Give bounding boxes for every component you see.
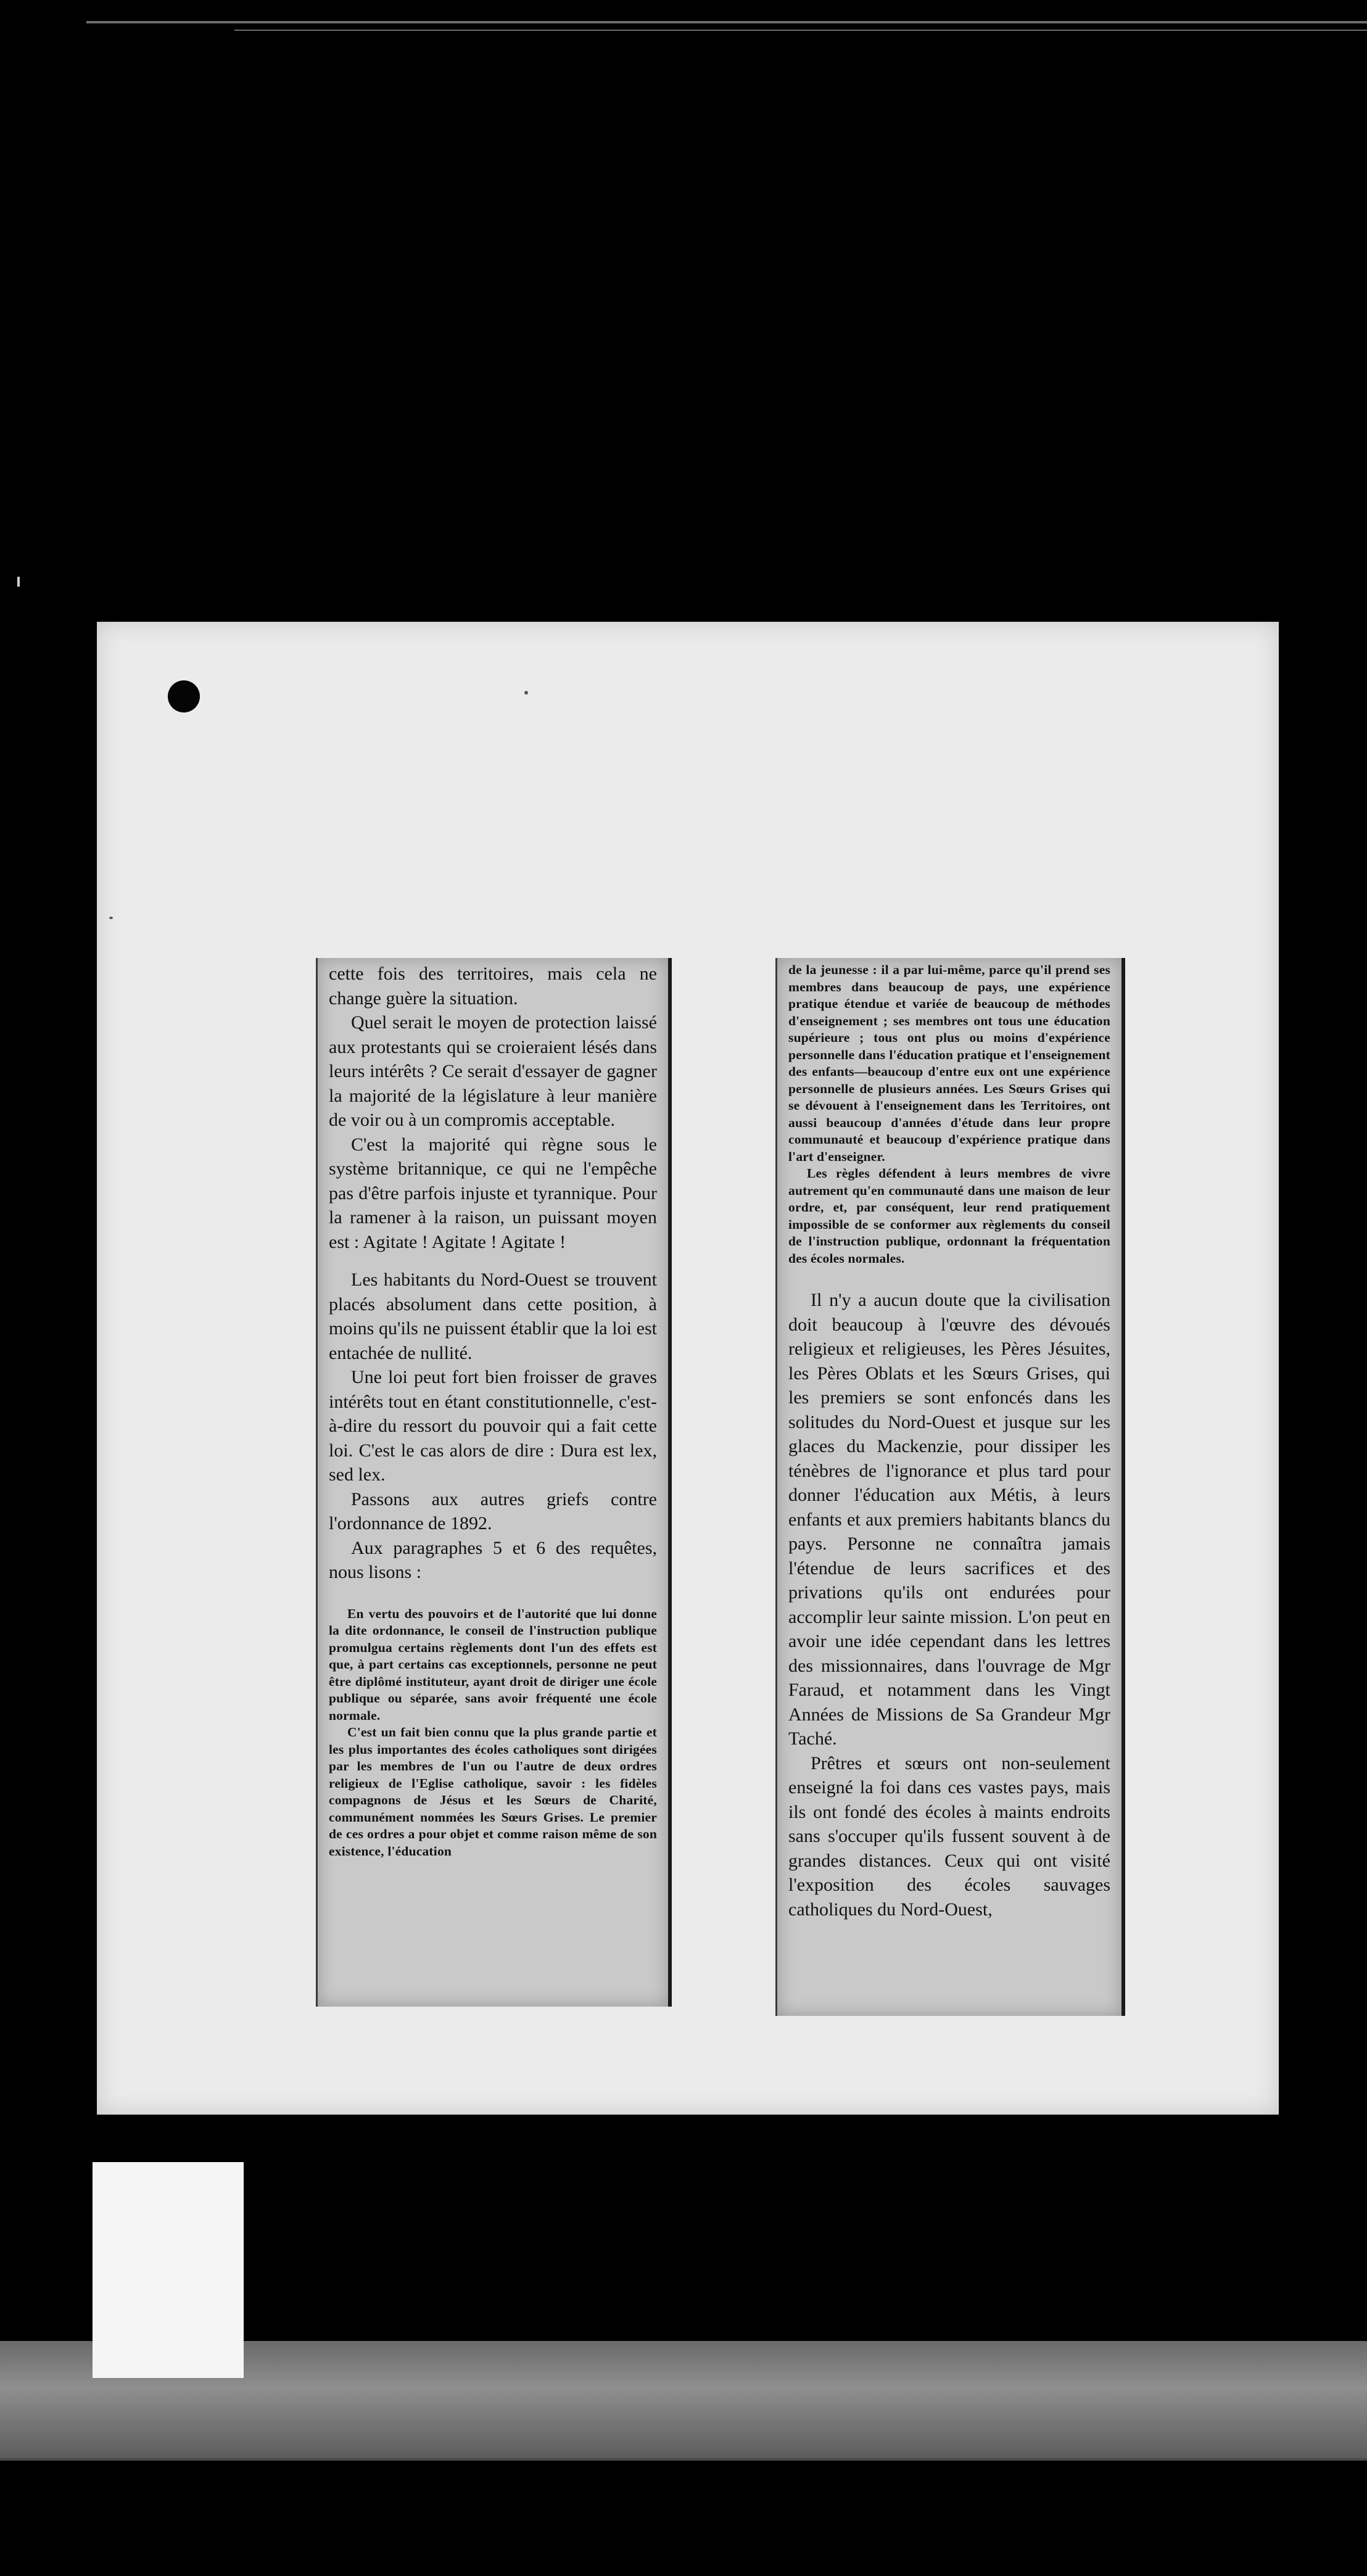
film-edge-line [234, 30, 1367, 31]
speck [524, 691, 528, 695]
quoted-paragraph: C'est un fait bien connu que la plus grande partie et les plus importantes des écoles catholiques sont dirigées par les membres de l'un ou l'autre de deux ordres religieux de l'Eglise catholique, savoir : les fidèles compagnons de Jésus et les Sœurs de Charité, communément nommées les Sœurs Grises. Le premier de ces ordres a pour objet et comme raison même de son existence, l'éducation [329, 1725, 657, 1859]
speck [109, 917, 113, 919]
paragraph: Prêtres et sœurs ont non-seulement enseigné la foi dans ces vastes pays, mais ils ont fondé des écoles à maints endroits sans s'occuper qu'ils fussent souvent à de grandes distances. Ceux qui ont visité l'exposition des écoles sauvages catholiques du Nord-Ouest, [788, 1752, 1110, 1920]
paragraph: C'est la majorité qui règne sous le système britannique, ce qui ne l'empêche pas d'être parfois injuste et tyrannique. Pour la ramener à la raison, un puissant moyen est : Agitate ! Agitate ! Agitate ! [329, 1134, 657, 1252]
quoted-paragraph: de la jeunesse : il a par lui-même, parce qu'il prend ses membres dans beaucoup de pays, une expérience pratique étendue et variée de beaucoup de méthodes d'enseignement ; ses membres ont tous une éducation supérieure ; tous ont plus ou moins d'expérience personnelle dans l'éducation pratique et l'enseignement des enfants—beaucoup d'entre eux ont une expérience personnelle de plusieurs années. Les Sœurs Grises qui se dévouent à l'enseignement dans les Territoires, ont aussi beaucoup d'années d'étude dans leur propre communauté et beaucoup d'expérience pratique dans l'art d'enseigner. [788, 962, 1110, 1164]
paragraph: Une loi peut fort bien froisser de graves intérêts tout en étant constitutionnelle, c'est-à-dire du ressort du pouvoir qui a fait cette loi. C'est le cas alors de dire : Dura est lex, sed lex. [329, 1367, 657, 1485]
paragraph: Quel serait le moyen de protection laissé aux protestants qui se croieraient lésés dans leurs intérêts ? Ce serait d'essayer de gagner la majorité de la législature à leur manière de voir ou à un compromis acceptable. [329, 1012, 657, 1130]
right-column [788, 962, 1110, 2012]
paragraph: Aux paragraphes 5 et 6 des requêtes, nous lisons : [329, 1537, 657, 1582]
paragraph: Les habitants du Nord-Ouest se trouvent placés absolument dans cette position, à moins qu'ils ne puissent établir que la loi est entachée de nullité. [329, 1269, 657, 1363]
paragraph: Passons aux autres griefs contre l'ordonnance de 1892. [329, 1488, 657, 1534]
white-target-card [93, 2162, 244, 2378]
paragraph: Il n'y a aucun doute que la civilisation doit beaucoup à l'œuvre des dévoués religieux et religieuses, les Pères Jésuites, les Pères Oblats et les Sœurs Grises, qui les premiers se sont enfoncés dans les solitudes du Nord-Ouest et jusque sur les glaces du Mackenzie, pour dissiper les ténèbres de l'ignorance et plus tard pour donner l'éducation aux Métis, à leurs enfants et aux premiers habitants blancs du pays. Personne ne connaîtra jamais l'étendue de leurs sacrifices et des privations qu'ils ont endurées pour accomplir leur sainte mission. L'on peut en avoir une idée cependant dans les lettres des missionnaires, dans l'ouvrage de Mgr Faraud, et notamment dans les Vingt Années de Missions de Sa Grandeur Mgr Taché. [788, 1290, 1110, 1749]
punch-hole [168, 680, 200, 712]
film-bottom-line [0, 2458, 1367, 2461]
film-edge-line [86, 21, 1367, 23]
left-column [329, 962, 657, 2003]
scanned-page [97, 622, 1279, 2115]
film-mark [17, 577, 20, 587]
quoted-paragraph: Les règles défendent à leurs membres de vivre autrement qu'en communauté dans une maison de leur ordre, et, par conséquent, leur rend pratiquement impossible de se conformer aux règlements du conseil de l'instruction publique, ordonnant la fréquentation des écoles normales. [788, 1166, 1110, 1266]
paragraph: cette fois des territoires, mais cela ne change guère la situation. [329, 964, 657, 1009]
newspaper-clipping-left [316, 958, 672, 2007]
quoted-paragraph: En vertu des pouvoirs et de l'autorité que lui donne la dite ordonnance, le conseil de l'instruction publique promulgua certains règlements dont l'un des effets est que, à part certains cas exceptionnels, personne ne peut être diplômé instituteur, ayant droit de diriger une école publique ou séparée, sans avoir fréquenté une école normale. [329, 1606, 657, 1723]
newspaper-clipping-right [775, 958, 1125, 2016]
